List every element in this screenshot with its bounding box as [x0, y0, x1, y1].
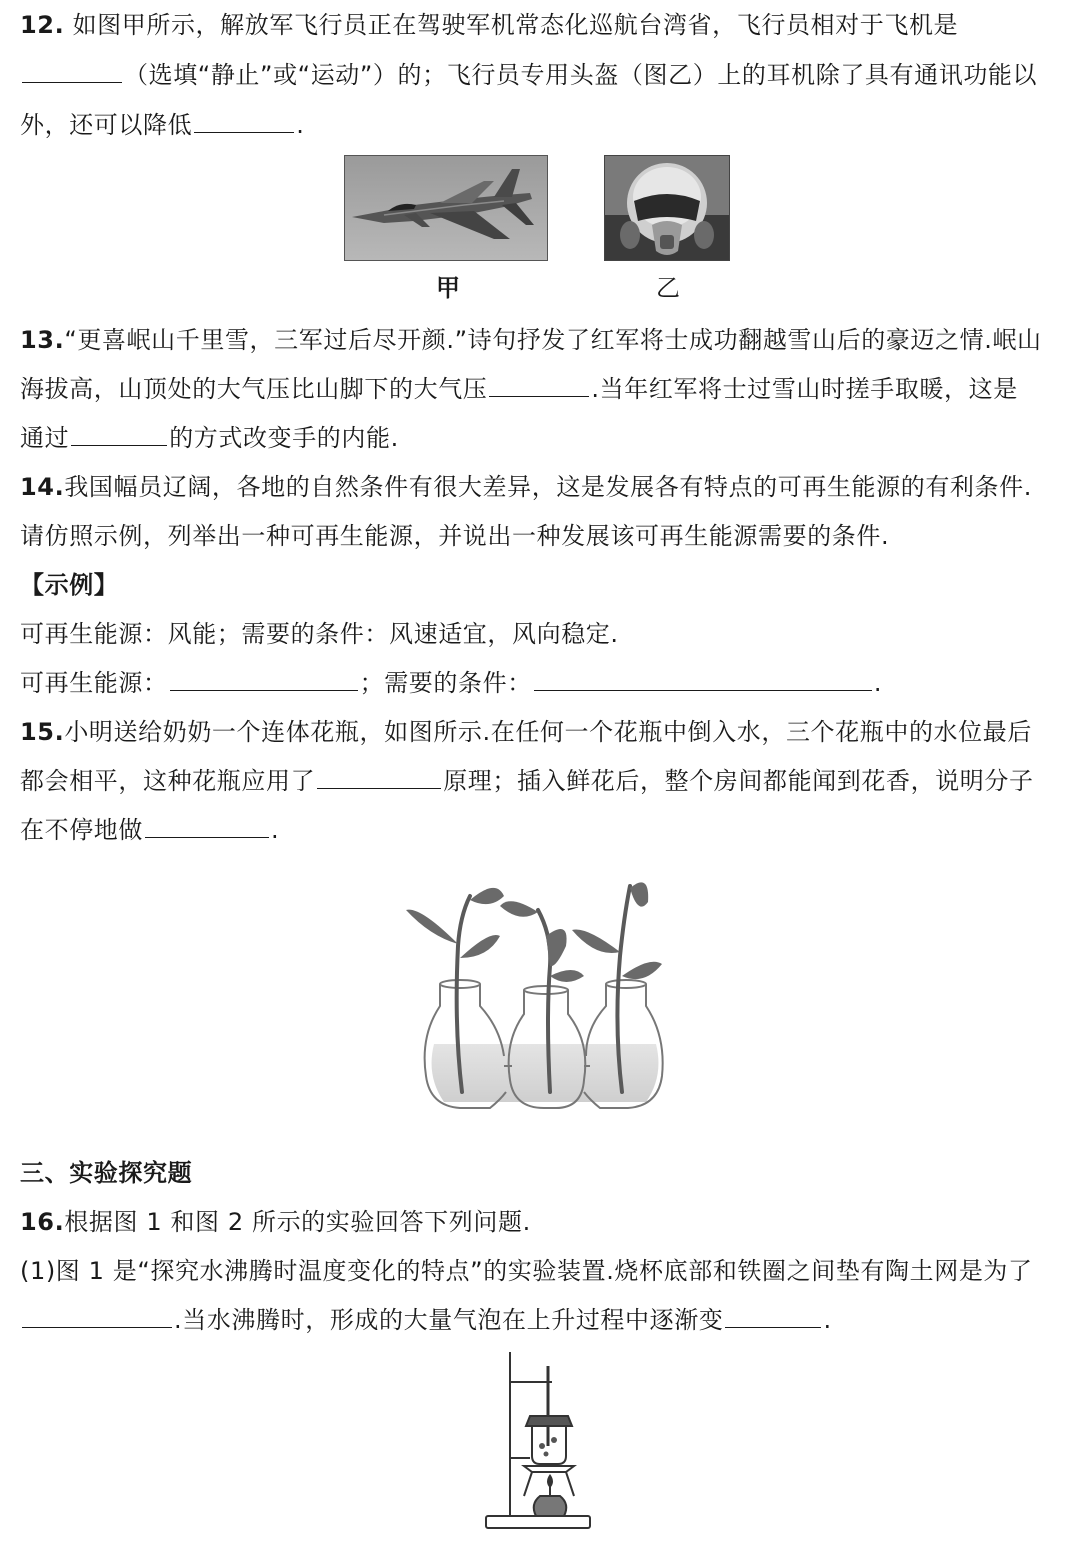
- q15-blank-2[interactable]: [145, 815, 269, 838]
- q13-text-2a: 海拔高，山顶处的大气压比山脚下的大气压: [20, 375, 488, 403]
- q12-text-3b: .: [296, 111, 305, 139]
- q15-line-3: [20, 815, 279, 845]
- q13-text-2b: .当年红军将士过雪山时搓手取暖，这是: [591, 375, 1018, 403]
- connected-vases-figure: [400, 866, 680, 1116]
- q14-example-label: 【示例】: [20, 571, 119, 599]
- section-3-heading: 三、实验探究题: [20, 1159, 193, 1187]
- q14-blank-2[interactable]: [534, 668, 872, 691]
- q15-line-2: [20, 766, 1034, 796]
- q14-number: 14.: [20, 473, 65, 501]
- pilot-helmet-figure: [604, 155, 730, 261]
- q12-line-3: [20, 110, 304, 140]
- jet-figure: [344, 155, 548, 261]
- q12-line-1: [20, 10, 958, 40]
- q16-blank-2[interactable]: [725, 1305, 821, 1328]
- q14-answer-line: [20, 668, 882, 698]
- caption-jia: 甲: [436, 274, 460, 302]
- q15-number: 15.: [20, 718, 65, 746]
- q14-example-line: 可再生能源：风能；需要的条件：风速适宜，风向稳定.: [20, 620, 619, 648]
- q14-text-5a: 可再生能源：: [20, 669, 168, 697]
- q16-text-3a: .当水沸腾时，形成的大量气泡在上升过程中逐渐变: [174, 1306, 724, 1334]
- q14-text-2: 请仿照示例，列举出一种可再生能源，并说出一种发展该可再生能源需要的条件.: [20, 522, 890, 550]
- q12-text-3a: 外，还可以降低: [20, 111, 193, 139]
- q13-line-2: [20, 374, 1018, 404]
- q16-blank-1[interactable]: [22, 1305, 172, 1328]
- q14-line-1: [20, 472, 1032, 502]
- q13-number: 13.: [20, 326, 65, 354]
- q15-text-3b: .: [271, 816, 280, 844]
- q12-blank-1[interactable]: [22, 60, 122, 83]
- q12-blank-2[interactable]: [194, 110, 294, 133]
- q15-text-2a: 都会相平，这种花瓶应用了: [20, 767, 316, 795]
- q15-text-1: 小明送给奶奶一个连体花瓶，如图所示.在任何一个花瓶中倒入水，三个花瓶中的水位最后: [64, 718, 1032, 746]
- q15-blank-1[interactable]: [317, 766, 441, 789]
- q16-text-3b: .: [823, 1306, 832, 1334]
- caption-yi: 乙: [656, 274, 680, 302]
- q13-line-3: [20, 423, 399, 453]
- q14-text-5c: .: [873, 669, 883, 697]
- q16-line-3: [20, 1305, 832, 1335]
- q14-line-2: [20, 521, 889, 551]
- q16-line-2: (1)图 1 是“探究水沸腾时温度变化的特点”的实验装置.烧杯底部和铁圈之间垫有陶土网是为了: [20, 1257, 1033, 1285]
- q13-blank-1[interactable]: [489, 374, 589, 397]
- q13-text-3b: 的方式改变手的内能.: [169, 424, 399, 452]
- q15-text-3a: 在不停地做: [20, 816, 143, 844]
- q16-number: 16.: [20, 1208, 65, 1236]
- q13-text-1: “更喜岷山千里雪，三军过后尽开颜.”诗句抒发了红军将士成功翻越雪山后的豪迈之情.岷山: [64, 326, 1042, 354]
- q14-text-1: 我国幅员辽阔，各地的自然条件有很大差异，这是发展各有特点的可再生能源的有利条件.: [64, 473, 1032, 501]
- boiling-apparatus-figure: [480, 1346, 600, 1536]
- q12-number: 12.: [20, 11, 65, 39]
- q12-line-2: [20, 60, 1037, 90]
- q14-text-5b: ；需要的条件：: [359, 669, 532, 697]
- q14-blank-1[interactable]: [170, 668, 358, 691]
- q15-line-1: [20, 717, 1032, 747]
- q15-text-2b: 原理；插入鲜花后，整个房间都能闻到花香，说明分子: [443, 767, 1034, 795]
- q13-blank-2[interactable]: [71, 423, 167, 446]
- q12-text-1: 如图甲所示，解放军飞行员正在驾驶军机常态化巡航台湾省，飞行员相对于飞机是: [72, 11, 959, 39]
- q16-text-1: 根据图 1 和图 2 所示的实验回答下列问题.: [64, 1208, 531, 1236]
- q16-line-1: [20, 1207, 531, 1237]
- q13-line-1: [20, 325, 1042, 355]
- q12-text-2: （选填“静止”或“运动”）的；飞行员专用头盔（图乙）上的耳机除了具有通讯功能以: [124, 61, 1038, 89]
- q13-text-3a: 通过: [20, 424, 70, 452]
